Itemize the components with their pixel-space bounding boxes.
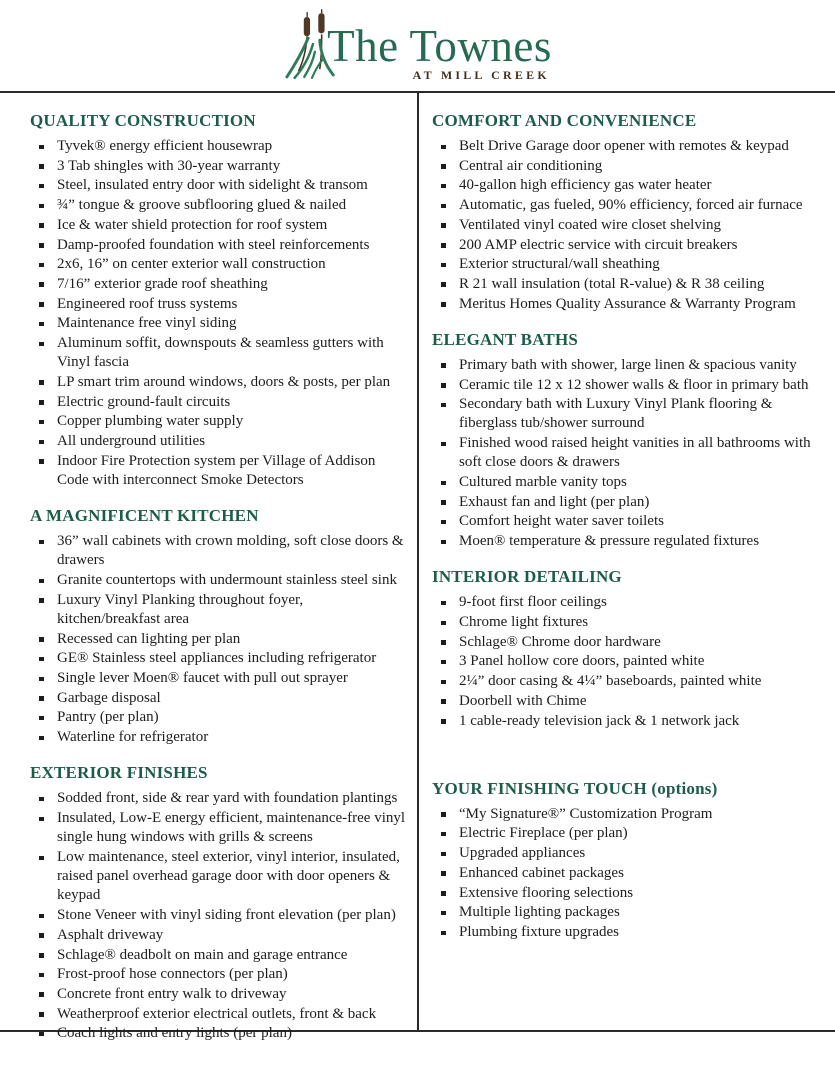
feature-item: Recessed can lighting per plan [30,630,409,649]
feature-item: Automatic, gas fueled, 90% efficiency, forced air furnace [432,196,813,215]
feature-item: Frost-proof hose connectors (per plan) [30,965,409,984]
feature-list [30,789,409,1043]
feature-item: Engineered roof truss systems [30,295,409,314]
feature-list [432,805,813,942]
feature-item: Primary bath with shower, large linen & spacious vanity [432,356,813,375]
feature-item: Steel, insulated entry door with sidelight & transom [30,176,409,195]
right-column [419,93,835,1030]
feature-item: 9-foot first floor ceilings [432,593,813,612]
feature-section [432,109,813,314]
feature-item: Ventilated vinyl coated wire closet shelving [432,216,813,235]
feature-item: Indoor Fire Protection system per Village of Addison Code with interconnect Smoke Detectors [30,452,409,490]
feature-item: Enhanced cabinet packages [432,864,813,883]
feature-section [432,328,813,552]
feature-item: Damp-proofed foundation with steel reinforcements [30,236,409,255]
feature-section [30,109,409,490]
feature-item: Stone Veneer with vinyl siding front elevation (per plan) [30,906,409,925]
feature-item: Plumbing fixture upgrades [432,923,813,942]
feature-item: 1 cable-ready television jack & 1 network jack [432,712,813,731]
masthead [0,0,835,92]
logo-tagline: AT MILL CREEK [412,68,550,82]
columns [0,93,835,1042]
section-title: INTERIOR DETAILING [432,567,622,587]
feature-item: Insulated, Low-E energy efficient, maintenance-free vinyl single hung windows with grills & screens [30,809,409,847]
feature-section [432,565,813,730]
feature-item: Electric ground-fault circuits [30,393,409,412]
left-column [0,93,419,1042]
feature-item: Maintenance free vinyl siding [30,314,409,333]
section-title: YOUR FINISHING TOUCH (options) [432,778,718,798]
feature-item: 2x6, 16” on center exterior wall construction [30,255,409,274]
feature-item: R 21 wall insulation (total R-value) & R 38 ceiling [432,275,813,294]
section-title: COMFORT AND CONVENIENCE [432,111,697,130]
feature-item: Pantry (per plan) [30,708,409,727]
feature-item: GE® Stainless steel appliances including refrigerator [30,649,409,668]
feature-item: Granite countertops with undermount stainless steel sink [30,571,409,590]
feature-item: 40-gallon high efficiency gas water heater [432,176,813,195]
feature-item: “My Signature®” Customization Program [432,805,813,824]
feature-item: Cultured marble vanity tops [432,473,813,492]
feature-item: 36” wall cabinets with crown molding, soft close doors & drawers [30,532,409,570]
feature-item: Tyvek® energy efficient housewrap [30,137,409,156]
feature-item: Doorbell with Chime [432,692,813,711]
feature-item: Exhaust fan and light (per plan) [432,493,813,512]
feature-item: Moen® temperature & pressure regulated fixtures [432,532,813,551]
feature-item: Single lever Moen® faucet with pull out sprayer [30,669,409,688]
feature-item: Ice & water shield protection for roof system [30,216,409,235]
feature-item: 2¼” door casing & 4¼” baseboards, painted white [432,672,813,691]
feature-item: Schlage® Chrome door hardware [432,633,813,652]
feature-item: Aluminum soffit, downspouts & seamless gutters with Vinyl fascia [30,334,409,372]
feature-item: Garbage disposal [30,689,409,708]
feature-item: Belt Drive Garage door opener with remotes & keypad [432,137,813,156]
section-title: EXTERIOR FINISHES [30,763,208,783]
feature-item: LP smart trim around windows, doors & posts, per plan [30,373,409,392]
feature-item: Ceramic tile 12 x 12 shower walls & floor in primary bath [432,376,813,395]
feature-item: 3 Panel hollow core doors, painted white [432,652,813,671]
feature-section [30,761,409,1043]
feature-item: Sodded front, side & rear yard with foundation plantings [30,789,409,808]
feature-item: Extensive flooring selections [432,884,813,903]
section-title: QUALITY CONSTRUCTION [30,111,256,130]
feature-section [432,777,813,942]
feature-item: Coach lights and entry lights (per plan) [30,1024,409,1043]
logo-text [327,22,552,83]
feature-item: 3 Tab shingles with 30-year warranty [30,157,409,176]
section-title: ELEGANT BATHS [432,329,579,349]
feature-item: Luxury Vinyl Planking throughout foyer, kitchen/breakfast area [30,591,409,629]
feature-item: 7/16” exterior grade roof sheathing [30,275,409,294]
feature-list [30,532,409,747]
feature-list [30,137,409,490]
feature-item: Multiple lighting packages [432,903,813,922]
feature-list [432,356,813,552]
feature-item: Exterior structural/wall sheathing [432,255,813,274]
feature-item: All underground utilities [30,432,409,451]
feature-item: ¾” tongue & groove subflooring glued & nailed [30,196,409,215]
feature-item: Low maintenance, steel exterior, vinyl interior, insulated, raised panel overhead garage door with door openers & keypad [30,848,409,906]
feature-item: 200 AMP electric service with circuit breakers [432,236,813,255]
feature-section [30,504,409,747]
feature-item: Meritus Homes Quality Assurance & Warranty Program [432,295,813,314]
feature-item: Finished wood raised height vanities in all bathrooms with soft close doors & drawers [432,434,813,472]
cattails-icon [283,9,341,81]
feature-item: Copper plumbing water supply [30,412,409,431]
feature-item: Weatherproof exterior electrical outlets, front & back [30,1005,409,1024]
logo-name: The Townes [327,21,552,71]
feature-item: Central air conditioning [432,157,813,176]
feature-item: Chrome light fixtures [432,613,813,632]
feature-item: Electric Fireplace (per plan) [432,824,813,843]
feature-item: Asphalt driveway [30,926,409,945]
section-title: A MAGNIFICENT KITCHEN [30,506,259,526]
feature-item: Upgraded appliances [432,844,813,863]
feature-list [432,593,813,730]
feature-item: Comfort height water saver toilets [432,512,813,531]
feature-item: Concrete front entry walk to driveway [30,985,409,1004]
feature-item: Schlage® deadbolt on main and garage entrance [30,946,409,965]
feature-item: Secondary bath with Luxury Vinyl Plank flooring & fiberglass tub/shower surround [432,395,813,433]
logo [283,9,552,83]
feature-item: Waterline for refrigerator [30,728,409,747]
feature-list [432,137,813,314]
